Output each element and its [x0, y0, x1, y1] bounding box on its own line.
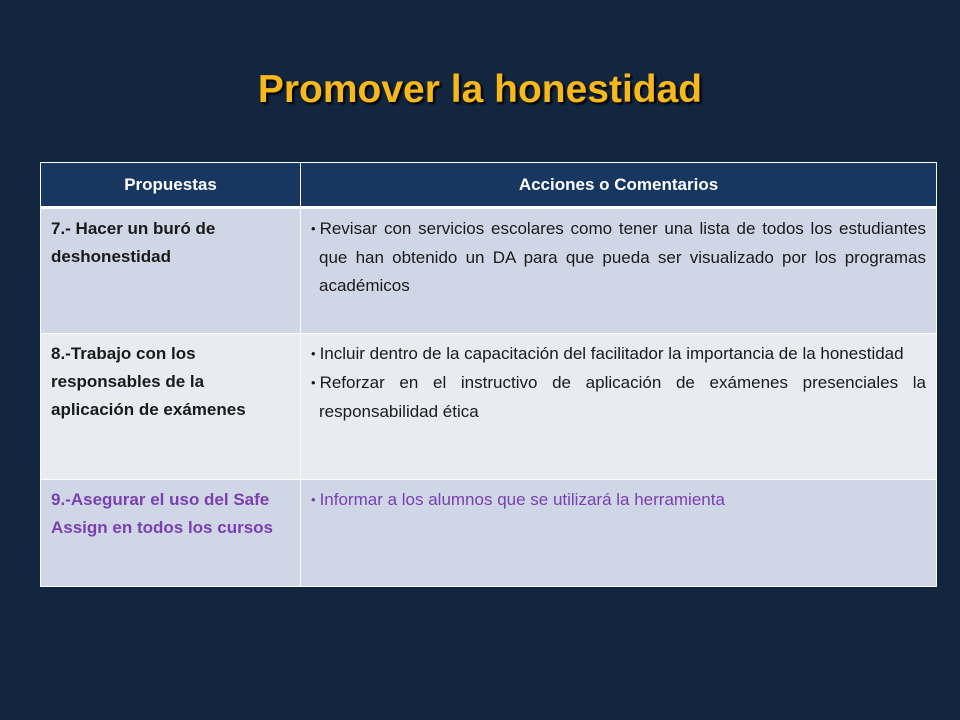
- accion-item: • Informar a los alumnos que se utilizará la herramienta: [311, 486, 926, 515]
- acciones-list: [311, 215, 926, 300]
- table-header-row: [41, 163, 937, 208]
- proposals-table: [40, 162, 937, 587]
- propuesta-cell: 7.- Hacer un buró de deshonestidad: [41, 208, 301, 334]
- header-acciones: Acciones o Comentarios: [301, 163, 937, 208]
- acciones-list: [311, 340, 926, 426]
- table-row: [41, 208, 937, 334]
- header-propuestas: Propuestas: [41, 163, 301, 208]
- table-row: [41, 480, 937, 587]
- propuesta-cell: 8.-Trabajo con los responsables de la aplicación de exámenes: [41, 334, 301, 480]
- accion-item: • Incluir dentro de la capacitación del facilitador la importancia de la honestidad: [311, 340, 926, 369]
- slide-title: Promover la honestidad: [257, 68, 703, 111]
- accion-item: • Revisar con servicios escolares como tener una lista de todos los estudiantes que han obtenido un DA para que pueda ser visualizado por los programas académicos: [311, 215, 926, 300]
- accion-item: • Reforzar en el instructivo de aplicación de exámenes presenciales la responsabilidad ética: [311, 369, 926, 426]
- table-row: [41, 334, 937, 480]
- acciones-cell: [301, 208, 937, 334]
- acciones-cell: [301, 334, 937, 480]
- acciones-list: [311, 486, 926, 515]
- propuesta-cell: 9.-Asegurar el uso del Safe Assign en todos los cursos: [41, 480, 301, 587]
- proposals-table-container: [40, 162, 936, 586]
- acciones-cell: [301, 480, 937, 587]
